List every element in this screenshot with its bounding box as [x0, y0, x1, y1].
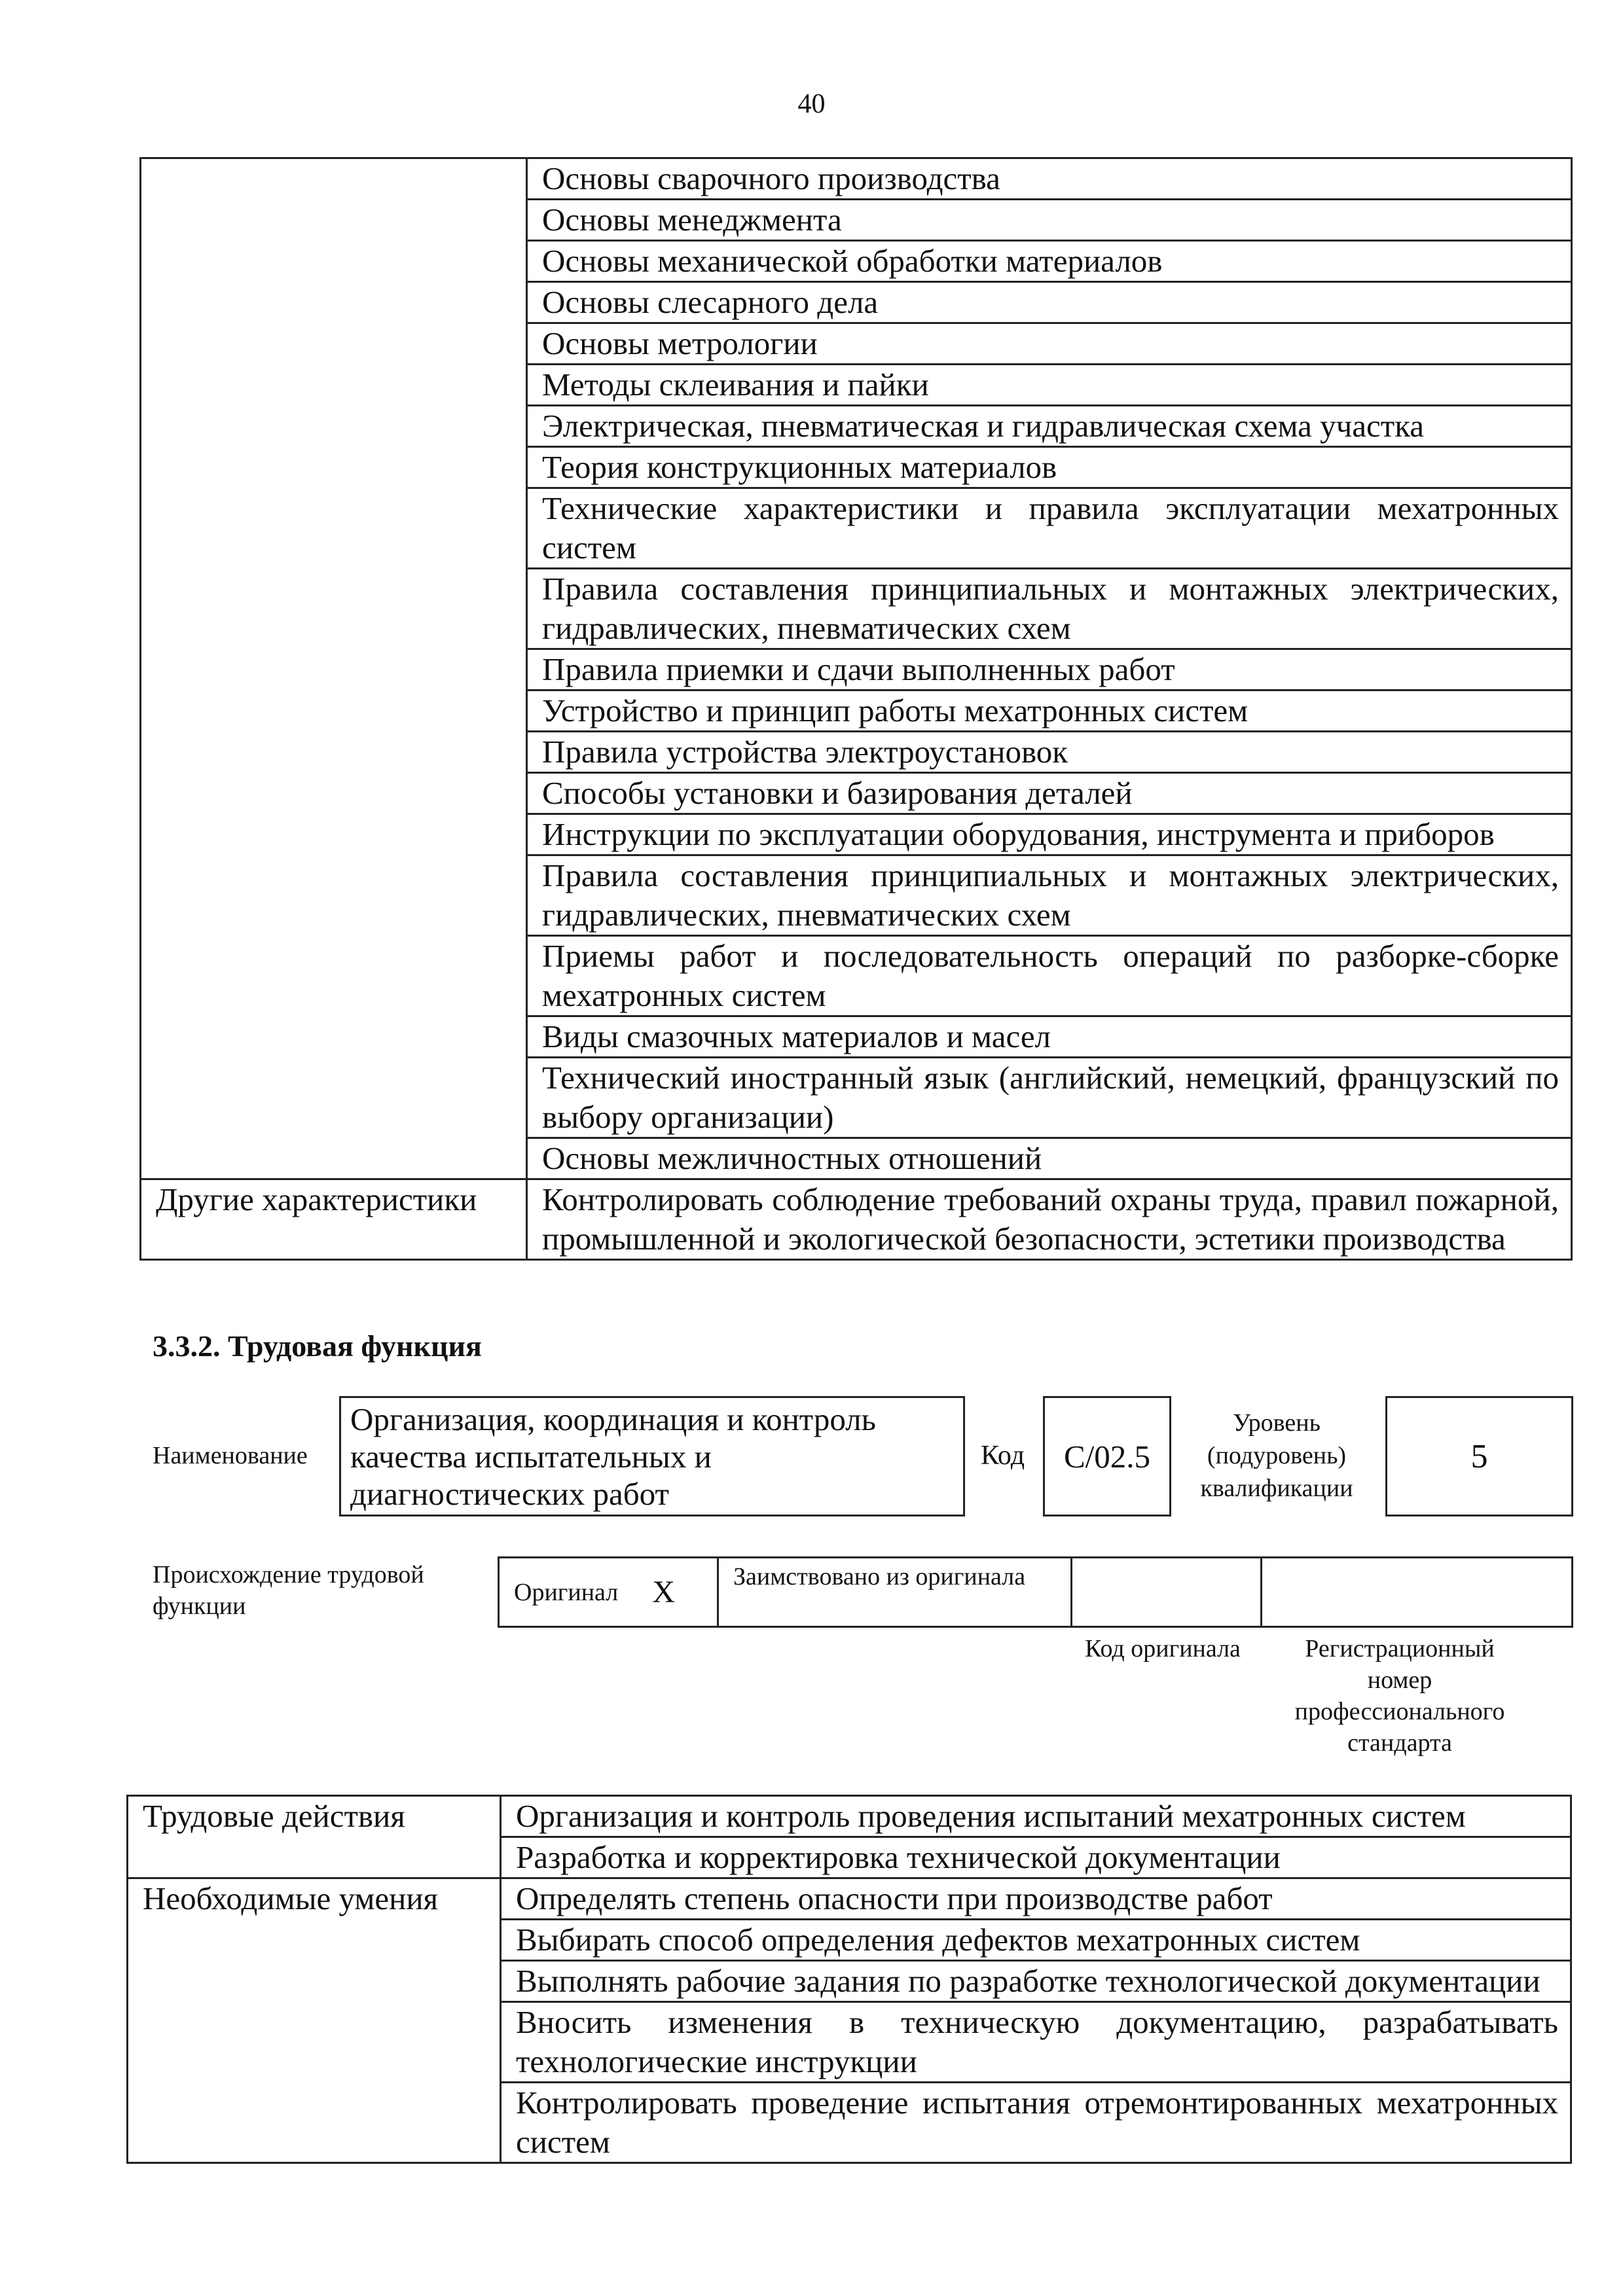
function-name-box: Организация, координация и контроль качества испытательных и диагностических работ — [339, 1396, 965, 1516]
knowledge-table — [139, 157, 1573, 1261]
skill-item: Выбирать способ определения дефектов мехатронных систем — [501, 1920, 1571, 1961]
knowledge-label-cell — [141, 158, 527, 1179]
original-label: Оригинал — [514, 1578, 619, 1606]
knowledge-item: Теория конструкционных материалов — [527, 447, 1572, 488]
table-row — [128, 1878, 1571, 1920]
knowledge-item: Основы менеджмента — [527, 200, 1572, 241]
original-mark: Х — [652, 1575, 675, 1609]
level-label-line1: Уровень — [1233, 1409, 1321, 1437]
skill-item: Выполнять рабочие задания по разработке технологической документации — [501, 1961, 1571, 2002]
skill-item: Вносить изменения в техническую документацию, разрабатывать технологические инструкции — [501, 2002, 1571, 2083]
original-code-caption: Код оригинала — [1085, 1635, 1241, 1662]
function-code-box: С/02.5 — [1043, 1396, 1171, 1516]
action-item: Организация и контроль проведения испытаний мехатронных систем — [501, 1796, 1571, 1837]
knowledge-item: Правила составления принципиальных и монтажных электрических, гидравлических, пневматических схем — [527, 855, 1572, 936]
original-code-cell — [1072, 1558, 1262, 1626]
knowledge-item: Правила составления принципиальных и монтажных электрических, гидравлических, пневматических схем — [527, 569, 1572, 649]
name-label: Наименование — [153, 1442, 308, 1469]
knowledge-item: Правила устройства электроустановок — [527, 732, 1572, 773]
level-label-line3: квалификации — [1200, 1475, 1353, 1502]
origin-row — [498, 1556, 1573, 1628]
knowledge-item: Технические характеристики и правила эксплуатации мехатронных систем — [527, 488, 1572, 569]
code-label: Код — [981, 1441, 1025, 1471]
origin-label: Происхождение трудовой функции — [153, 1561, 424, 1620]
level-label-line2: (подуровень) — [1207, 1442, 1347, 1469]
knowledge-item: Основы метрологии — [527, 323, 1572, 365]
knowledge-item: Виды смазочных материалов и масел — [527, 1016, 1572, 1058]
other-characteristics-label: Другие характеристики — [141, 1179, 527, 1260]
skill-item: Контролировать проведение испытания отремонтированных мехатронных систем — [501, 2083, 1571, 2163]
table-row — [128, 1796, 1571, 1837]
page-number: 40 — [797, 89, 826, 119]
knowledge-item: Приемы работ и последовательность операций по разборке-сборке мехатронных систем — [527, 936, 1572, 1016]
actions-label: Трудовые действия — [128, 1796, 501, 1878]
knowledge-item: Способы установки и базирования деталей — [527, 773, 1572, 814]
table-row — [141, 158, 1572, 200]
registration-number-cell — [1262, 1558, 1571, 1626]
table-row — [141, 1179, 1572, 1260]
skills-label: Необходимые умения — [128, 1878, 501, 2163]
registration-number-caption: Регистрационный номер профессионального стандарта — [1294, 1635, 1505, 1757]
action-item: Разработка и корректировка технической документации — [501, 1837, 1571, 1878]
skill-item: Определять степень опасности при производстве работ — [501, 1878, 1571, 1920]
knowledge-item: Основы межличностных отношений — [527, 1138, 1572, 1179]
section-title: 3.3.2. Трудовая функция — [153, 1329, 482, 1363]
knowledge-item: Технический иностранный язык (английский, немецкий, французский по выбору организации) — [527, 1058, 1572, 1138]
origin-original-cell — [500, 1558, 719, 1626]
knowledge-item: Инструкции по эксплуатации оборудования, инструмента и приборов — [527, 814, 1572, 855]
knowledge-item: Основы сварочного производства — [527, 158, 1572, 200]
knowledge-item: Методы склеивания и пайки — [527, 365, 1572, 406]
knowledge-item: Основы механической обработки материалов — [527, 241, 1572, 282]
other-characteristics-value: Контролировать соблюдение требований охраны труда, правил пожарной, промышленной и экологической безопасности, эстетики производства — [527, 1179, 1572, 1260]
qualification-level-box: 5 — [1385, 1396, 1573, 1516]
knowledge-item: Основы слесарного дела — [527, 282, 1572, 323]
knowledge-item: Электрическая, пневматическая и гидравлическая схема участка — [527, 406, 1572, 447]
actions-table — [126, 1795, 1572, 2164]
knowledge-item: Устройство и принцип работы мехатронных систем — [527, 691, 1572, 732]
borrowed-cell: Заимствовано из оригинала — [719, 1558, 1072, 1626]
knowledge-item: Правила приемки и сдачи выполненных работ — [527, 649, 1572, 691]
